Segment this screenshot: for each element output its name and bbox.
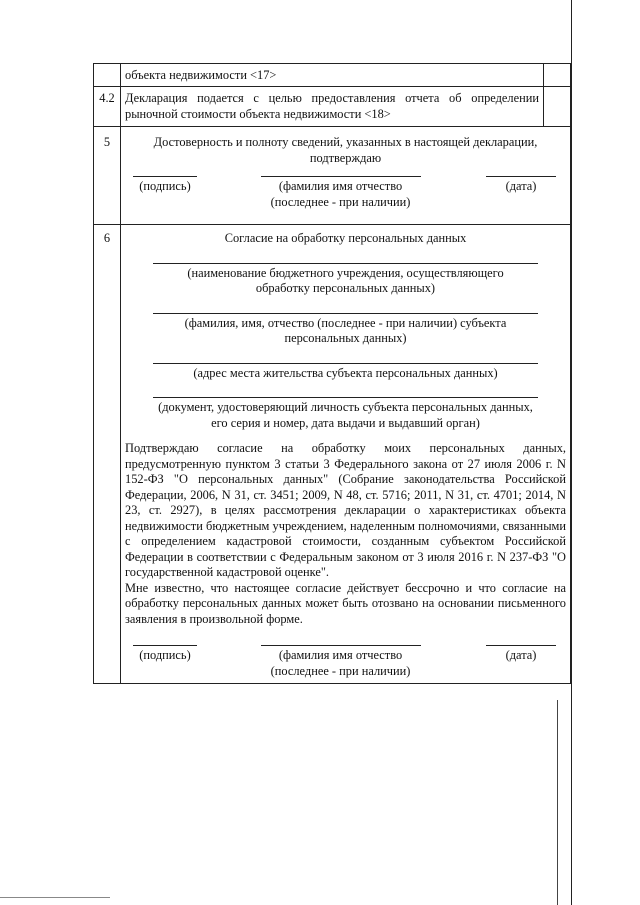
- row-number: 5: [94, 127, 121, 225]
- declaration-table: [93, 63, 571, 684]
- scan-edge-line-lower: [557, 700, 558, 905]
- consent-text: [125, 441, 566, 627]
- name-block: [256, 176, 426, 210]
- consent-paragraph: Подтверждаю согласие на обработку моих персональных данных, предусмотренную пунктом 3 статьи 3 Федерального закона от 27 июля 2006 г. N 152-ФЗ "О персональных данных" (Собрание законодательства Российской Федерации, 2006, N 31, ст. 3451; 2009, N 48, ст. 5716; 2011, N 31, ст. 4701; 2014, N 23, ст. 2927), в целях рассмотрения декларации о характеристиках объекта недвижимости бюджетным учреждением, наделенным полномочиями, связанными с определением кадастровой стоимости, созданным субъектом Российской Федерации в соответствии с Федеральным законом от 3 июля 2016 г. N 237-ФЗ "О государственной кадастровой оценке".: [125, 441, 566, 579]
- consent-title: Согласие на обработку персональных данных: [224, 231, 467, 245]
- date-label: (дата): [505, 179, 537, 193]
- name-label-note: (последнее - при наличии): [270, 663, 411, 678]
- table-row-4-2: [94, 87, 571, 127]
- field-caption: персональных данных): [284, 331, 407, 345]
- identity-document-field: [125, 397, 566, 431]
- field-caption: (фамилия, имя, отчество (последнее - при наличии) субъекта: [184, 315, 507, 330]
- signature-block: [125, 645, 205, 664]
- field-caption: (наименование бюджетного учреждения, осуществляющего: [187, 265, 504, 280]
- table-row-5: [94, 127, 571, 225]
- signature-row: [125, 176, 566, 210]
- name-label: (фамилия имя отчество: [278, 179, 403, 193]
- attestation-text: Достоверность и полноту сведений, указанных в настоящей декларации, подтверждаю: [153, 135, 538, 165]
- table-row-6: [94, 225, 571, 684]
- extra-cell: [544, 87, 571, 127]
- address-field: [125, 363, 566, 382]
- date-label: (дата): [505, 648, 537, 662]
- row-content: [121, 225, 571, 684]
- date-block: [476, 645, 566, 664]
- name-label: (фамилия имя отчество: [278, 648, 403, 662]
- scan-bottom-line: [0, 897, 110, 898]
- row-number: [94, 64, 121, 87]
- signature-row: [125, 645, 566, 679]
- name-block: [256, 645, 426, 679]
- institution-field: [125, 263, 566, 297]
- signature-block: [125, 176, 205, 195]
- extra-cell: [544, 64, 571, 87]
- field-caption: (адрес места жительства субъекта персональных данных): [193, 365, 498, 380]
- row-text: объекта недвижимости <17>: [121, 64, 544, 87]
- subject-name-field: [125, 313, 566, 347]
- field-caption: (документ, удостоверяющий личность субъекта персональных данных,: [158, 400, 533, 414]
- signature-label: (подпись): [139, 648, 191, 662]
- row-number: 6: [94, 225, 121, 684]
- row-text: Декларация подается с целью предоставления отчета об определении рыночной стоимости объекта недвижимости <18>: [121, 87, 544, 127]
- signature-label: (подпись): [139, 179, 191, 193]
- name-label-note: (последнее - при наличии): [270, 194, 411, 209]
- field-caption: его серия и номер, дата выдачи и выдавший орган): [211, 415, 480, 430]
- revocation-paragraph: Мне известно, что настоящее согласие действует бессрочно и что согласие на обработку персональных данных может быть отозвано на основании письменного заявления в произвольной форме.: [125, 580, 566, 626]
- scan-edge-line: [571, 0, 572, 905]
- row-number: 4.2: [94, 87, 121, 127]
- row-content: [121, 127, 571, 225]
- date-block: [476, 176, 566, 195]
- field-caption: обработку персональных данных): [255, 281, 436, 295]
- table-row-prev: [94, 64, 571, 87]
